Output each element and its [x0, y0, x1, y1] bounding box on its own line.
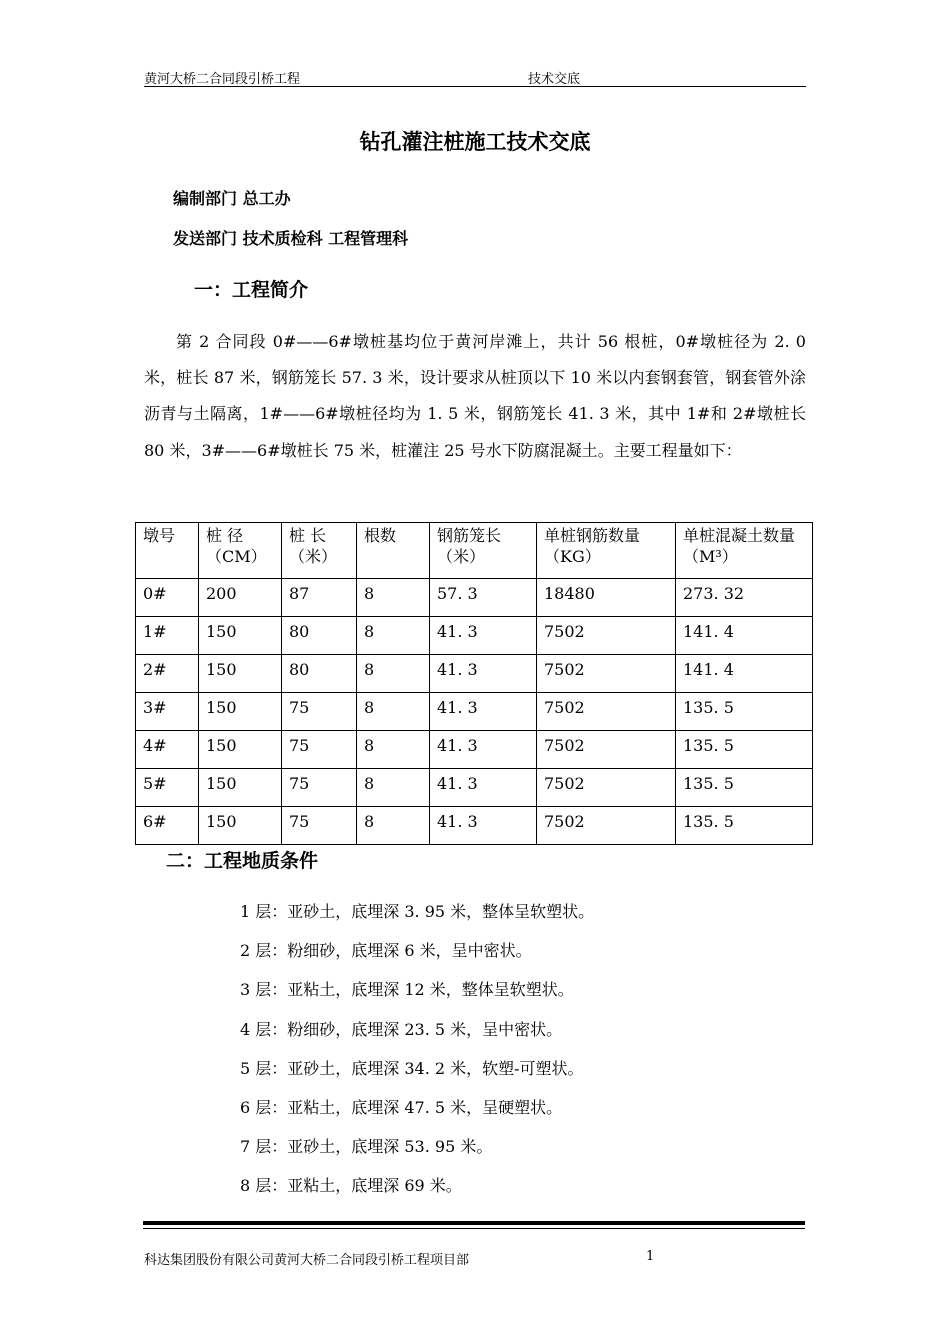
table-cell: 150: [199, 655, 282, 693]
table-cell: 3#: [136, 693, 199, 731]
table-cell: 200: [199, 579, 282, 617]
footer-company-text: 科达集团股份有限公司黄河大桥二合同段引桥工程项目部: [144, 1253, 470, 1268]
table-cell: 135. 5: [676, 731, 813, 769]
table-cell: 80: [282, 617, 357, 655]
list-item: 4 层：粉细砂，底埋深 23. 5 米，呈中密状。: [240, 1019, 563, 1039]
table-row: [136, 655, 813, 693]
header-left-text: 黄河大桥二合同段引桥工程: [144, 72, 301, 87]
table-cell: 8: [357, 769, 430, 807]
table-cell: 141. 4: [676, 655, 813, 693]
list-item: 5 层：亚砂土，底埋深 34. 2 米，软塑-可塑状。: [240, 1058, 584, 1078]
section-2-heading: 二：工程地质条件: [166, 850, 319, 872]
table-cell: 150: [199, 769, 282, 807]
table-header-cell: 桩 长（米）: [282, 523, 357, 579]
list-item: 1 层：亚砂土，底埋深 3. 95 米，整体呈软塑状。: [240, 902, 595, 921]
table-cell: 141. 4: [676, 617, 813, 655]
footer-divider-thick: [143, 1221, 805, 1225]
table-row: [136, 769, 813, 807]
table-cell: 7502: [537, 731, 676, 769]
table-cell: 150: [199, 731, 282, 769]
table-cell: 41. 3: [430, 731, 537, 769]
table-cell: 41. 3: [430, 807, 537, 845]
table-cell: 7502: [537, 769, 676, 807]
table-cell: 18480: [537, 579, 676, 617]
table-header-row: [136, 523, 813, 579]
table-row: [136, 807, 813, 845]
list-item: 3 层：亚粘土，底埋深 12 米，整体呈软塑状。: [240, 980, 574, 1000]
page-header: [144, 66, 806, 87]
compile-department: 编制部门 总工办: [173, 189, 291, 208]
table-cell: 7502: [537, 807, 676, 845]
table-cell: 2#: [136, 655, 199, 693]
table-cell: 75: [282, 693, 357, 731]
table-cell: 75: [282, 807, 357, 845]
table-header-cell: 墩号: [136, 523, 199, 579]
table-cell: 1#: [136, 617, 199, 655]
table-cell: 41. 3: [430, 617, 537, 655]
list-item: 7 层：亚砂土，底埋深 53. 95 米。: [240, 1137, 493, 1157]
table-cell: 8: [357, 579, 430, 617]
table-cell: 135. 5: [676, 807, 813, 845]
geology-layer-list: [240, 900, 594, 1214]
table-header-cell: 单桩混凝土数量（M³）: [676, 523, 813, 579]
list-item: 8 层：亚粘土，底埋深 69 米。: [240, 1176, 462, 1196]
table-cell: 41. 3: [430, 655, 537, 693]
table-row: [136, 617, 813, 655]
table-row: [136, 579, 813, 617]
table-header-cell: 根数: [357, 523, 430, 579]
page-number: 1: [646, 1249, 655, 1264]
quantity-table: [135, 522, 813, 845]
table-cell: 57. 3: [430, 579, 537, 617]
list-item: 6 层：亚粘土，底埋深 47. 5 米，呈硬塑状。: [240, 1097, 563, 1117]
table-cell: 7502: [537, 655, 676, 693]
table-cell: 75: [282, 731, 357, 769]
section-1-heading: 一：工程简介: [194, 279, 309, 301]
send-department: 发送部门 技术质检科 工程管理科: [173, 229, 409, 248]
table-cell: 87: [282, 579, 357, 617]
table-cell: 41. 3: [430, 769, 537, 807]
table-cell: 8: [357, 655, 430, 693]
intro-paragraph: 第 2 合同段 0#——6#墩桩基均位于黄河岸滩上，共计 56 根桩，0#墩桩径为 2. 0 米，桩长 87 米，钢筋笼长 57. 3 米，设计要求从桩顶以下 10 米以内套钢套管，钢套管外涂沥青与土隔离，1#——6#墩桩径均为 1. 5 米，钢筋笼长 41. 3 米，其中 1#和 2#墩桩长 80 米，3#——6#墩桩长 75 米，桩灌注 25 号水下防腐混凝土。主要工程量如下：: [144, 332, 806, 460]
table-cell: 75: [282, 769, 357, 807]
table-cell: 6#: [136, 807, 199, 845]
table-cell: 80: [282, 655, 357, 693]
table-cell: 8: [357, 731, 430, 769]
table-cell: 8: [357, 693, 430, 731]
footer-divider-thin: [143, 1228, 805, 1229]
table-cell: 150: [199, 807, 282, 845]
table-cell: 150: [199, 693, 282, 731]
table-row: [136, 731, 813, 769]
table-cell: 0#: [136, 579, 199, 617]
header-center-text: 技术交底: [528, 72, 581, 87]
table-cell: 5#: [136, 769, 199, 807]
table-header-cell: 单桩钢筋数量（KG）: [537, 523, 676, 579]
list-item: 2 层：粉细砂，底埋深 6 米，呈中密状。: [240, 941, 532, 961]
table-cell: 150: [199, 617, 282, 655]
table-header-cell: 桩 径（CM）: [199, 523, 282, 579]
table-header-cell: 钢筋笼长（米）: [430, 523, 537, 579]
table-cell: 135. 5: [676, 769, 813, 807]
table-cell: 273. 32: [676, 579, 813, 617]
table-row: [136, 693, 813, 731]
table-cell: 4#: [136, 731, 199, 769]
table-cell: 41. 3: [430, 693, 537, 731]
table-cell: 8: [357, 617, 430, 655]
table-cell: 135. 5: [676, 693, 813, 731]
document-title: 钻孔灌注桩施工技术交底: [359, 130, 591, 154]
table-cell: 7502: [537, 693, 676, 731]
table-cell: 7502: [537, 617, 676, 655]
table-cell: 8: [357, 807, 430, 845]
